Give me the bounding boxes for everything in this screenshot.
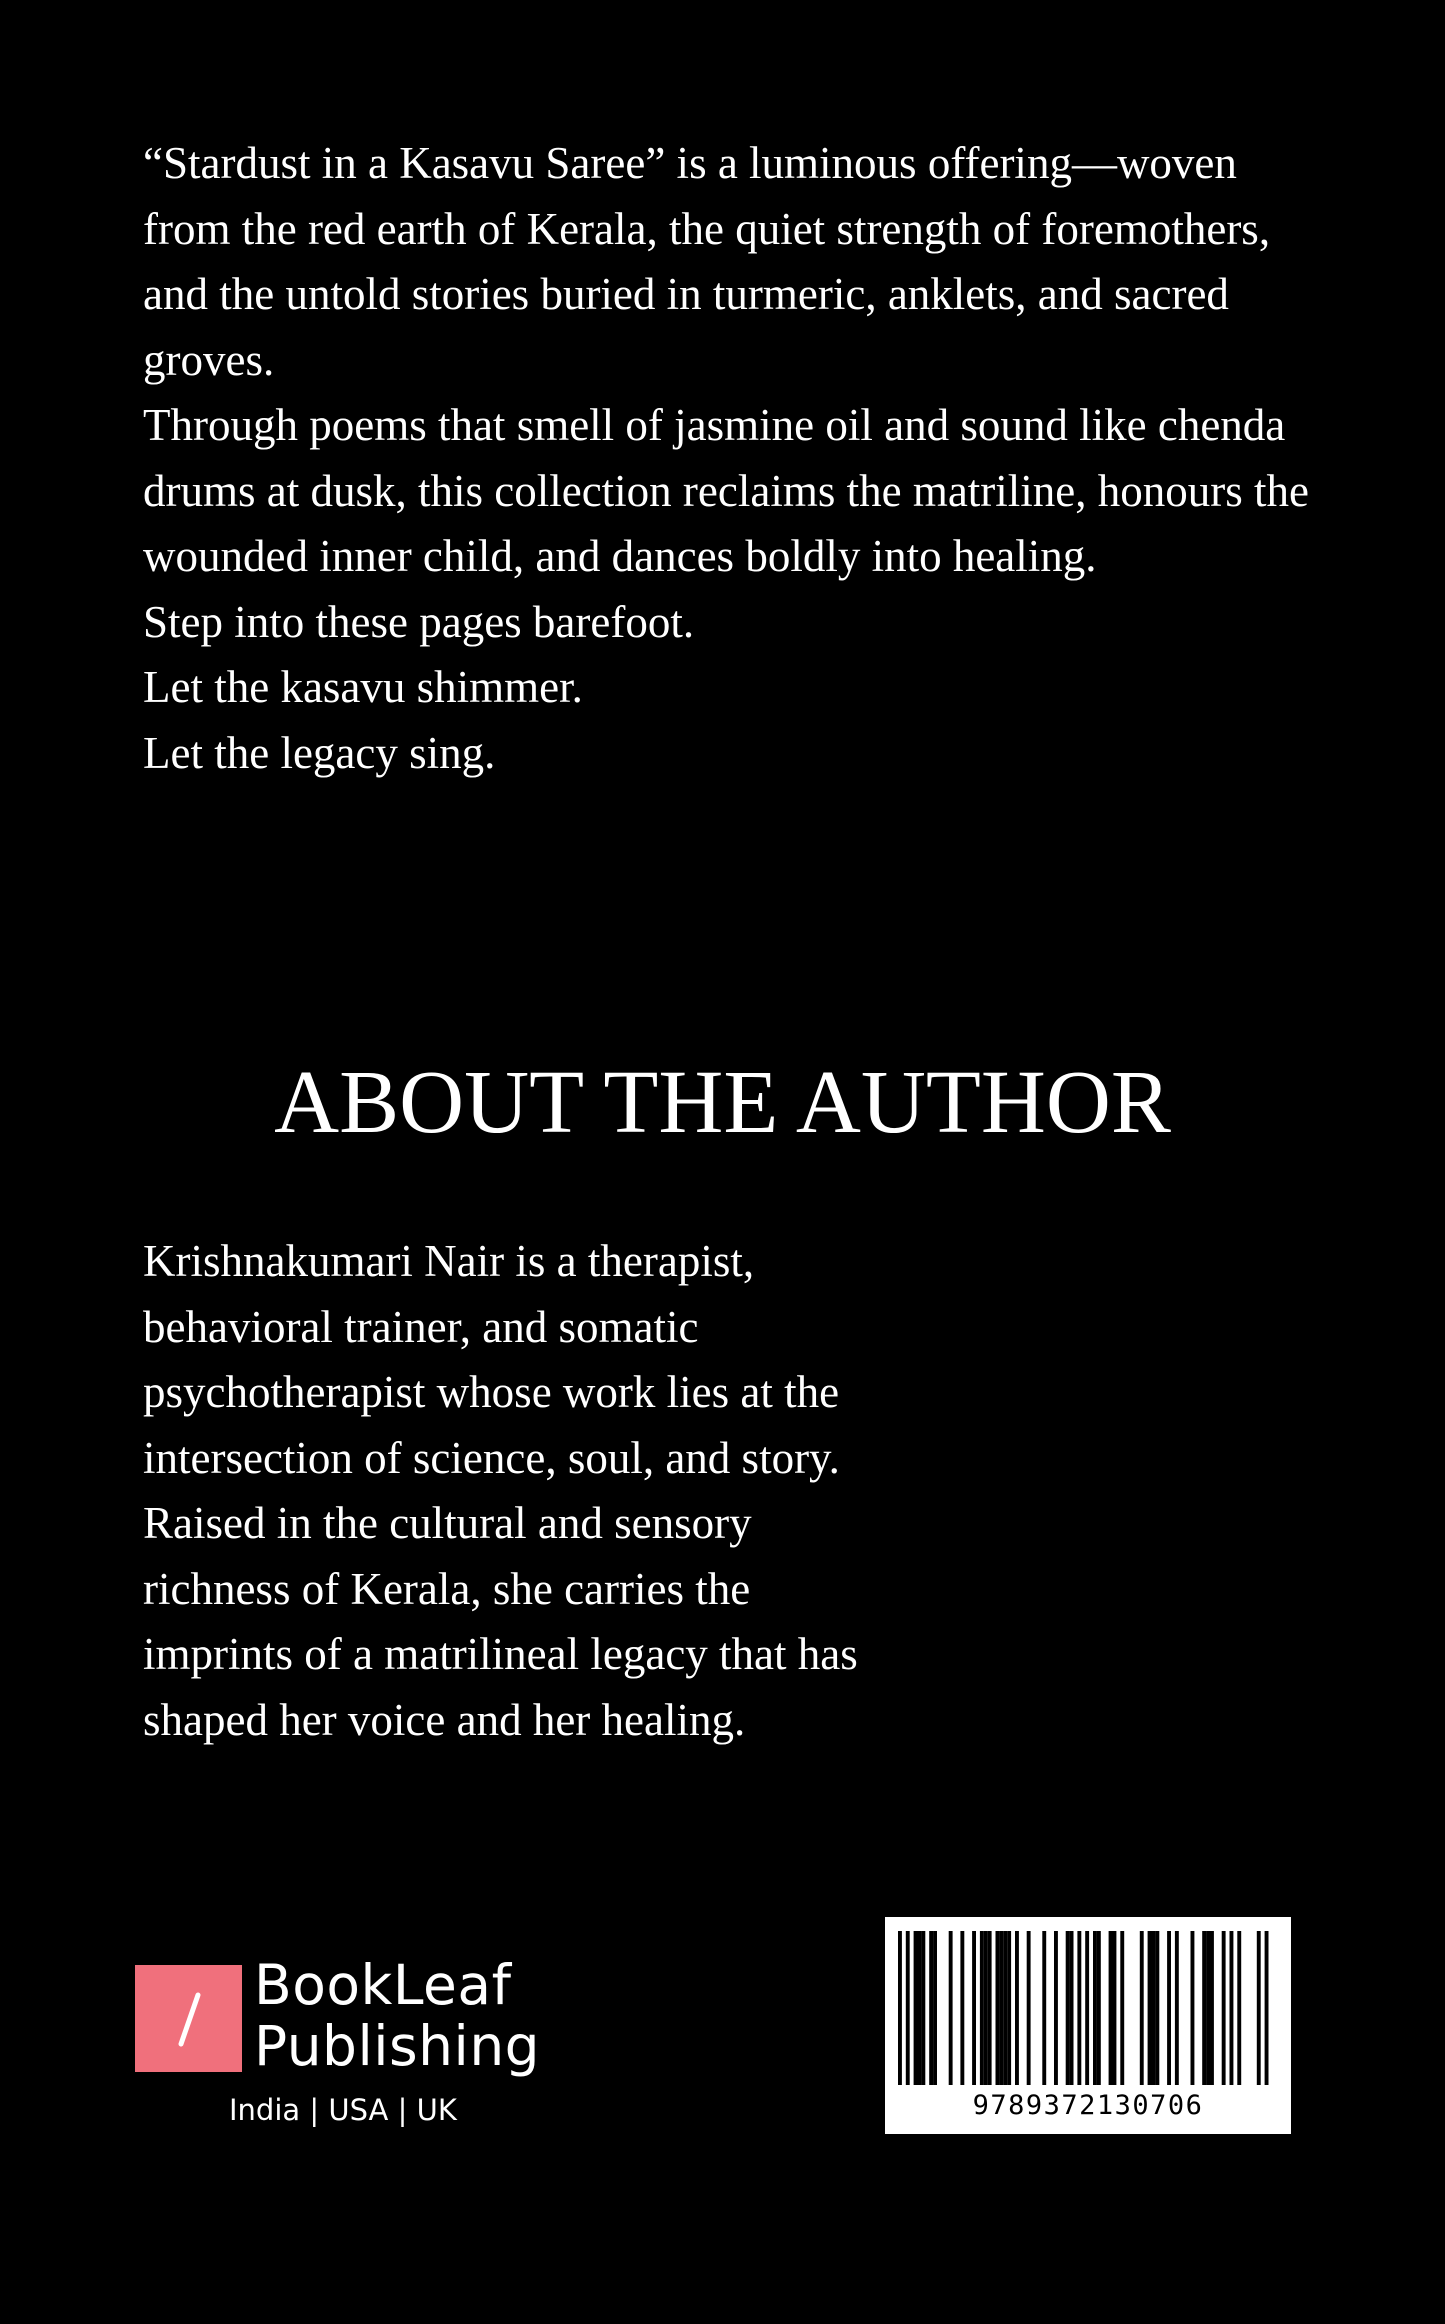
- barcode-bar: [1148, 1931, 1152, 2085]
- isbn-barcode: [885, 1917, 1291, 2134]
- barcode-bar: [1140, 1931, 1144, 2085]
- barcode-bar: [921, 1931, 925, 2085]
- publisher-name: [254, 1955, 540, 2077]
- barcode-bar: [1265, 1931, 1269, 2085]
- barcode-bar: [1070, 1931, 1074, 2085]
- blurb-paragraph: “Stardust in a Kasavu Saree” is a luminous offering—woven from the red earth of Kerala, the quiet strength of foremothers, and the untold stories buried in turmeric, anklets, and sacred groves.: [143, 138, 1271, 385]
- publisher-name-line2: Publishing: [254, 2014, 541, 2078]
- barcode-bar: [1085, 1931, 1089, 2085]
- barcode-bar: [898, 1931, 902, 2085]
- barcode-bar: [918, 1931, 922, 2085]
- barcode-bar: [1222, 1931, 1226, 2085]
- barcode-bar: [1042, 1931, 1046, 2085]
- barcode-bar: [1097, 1931, 1101, 2085]
- blurb-line: Let the legacy sing.: [143, 727, 496, 778]
- blurb-line: Step into these pages barefoot.: [143, 596, 695, 647]
- publisher-regions: India | USA | UK: [229, 2093, 457, 2127]
- barcode-bar: [1202, 1931, 1206, 2085]
- barcode-bar: [980, 1931, 984, 2085]
- isbn-number: 9789372130706: [972, 2090, 1204, 2121]
- barcode-bar: [1113, 1931, 1117, 2085]
- about-the-author-heading: ABOUT THE AUTHOR: [274, 1053, 1171, 1152]
- barcode-bar: [1175, 1931, 1179, 2085]
- barcode-bar: [906, 1931, 910, 2085]
- barcode-bar: [1077, 1931, 1081, 2085]
- barcode-bar: [1015, 1931, 1019, 2085]
- barcode-bar: [1003, 1931, 1007, 2085]
- barcode-bar: [933, 1931, 937, 2085]
- barcode-bar: [1210, 1931, 1214, 2085]
- back-cover-blurb: [143, 131, 1323, 786]
- barcode-bar: [1206, 1931, 1210, 2085]
- barcode-bar: [949, 1931, 953, 2085]
- barcode-bar: [1237, 1931, 1241, 2085]
- barcode-bar: [1155, 1931, 1159, 2085]
- barcode-bar: [1054, 1931, 1058, 2085]
- author-bio: Krishnakumari Nair is a therapist, behavioral trainer, and somatic psychotherapist whose work lies at the intersection of science, soul, and story. Raised in the cultural and sensory richness of Kerala, she carries the imprints of a matrilineal legacy that has shaped her voice and her healing.: [143, 1236, 858, 1745]
- slash-icon: [135, 1965, 242, 2072]
- barcode-bar: [960, 1931, 964, 2085]
- barcode-bar: [1066, 1931, 1070, 2085]
- barcode-bar: [929, 1931, 933, 2085]
- barcode-bar: [1152, 1931, 1156, 2085]
- barcode-bar: [1007, 1931, 1011, 2085]
- barcode-bar: [999, 1931, 1003, 2085]
- barcode-bar: [1230, 1931, 1234, 2085]
- barcode-bars: [885, 1917, 1291, 2089]
- barcode-bar: [1109, 1931, 1113, 2085]
- barcode-bar: [996, 1931, 1000, 2085]
- blurb-line: Let the kasavu shimmer.: [143, 662, 583, 712]
- barcode-bar: [984, 1931, 988, 2085]
- barcode-bar: [1120, 1931, 1124, 2085]
- barcode-bar: [1027, 1931, 1031, 2085]
- blurb-paragraph: Through poems that smell of jasmine oil and sound like chenda drums at dusk, this collection reclaims the matriline, honours the wounded inner child, and dances boldly into healing.: [143, 400, 1310, 581]
- barcode-bar: [1093, 1931, 1097, 2085]
- barcode-bar: [972, 1931, 976, 2085]
- publisher-name-line1: BookLeaf: [254, 1953, 512, 2017]
- barcode-bar: [914, 1931, 918, 2085]
- barcode-bar: [1257, 1931, 1261, 2085]
- barcode-bar: [1191, 1931, 1195, 2085]
- barcode-bar: [988, 1931, 992, 2085]
- barcode-bar: [1167, 1931, 1171, 2085]
- publisher-logo: [135, 1953, 555, 2138]
